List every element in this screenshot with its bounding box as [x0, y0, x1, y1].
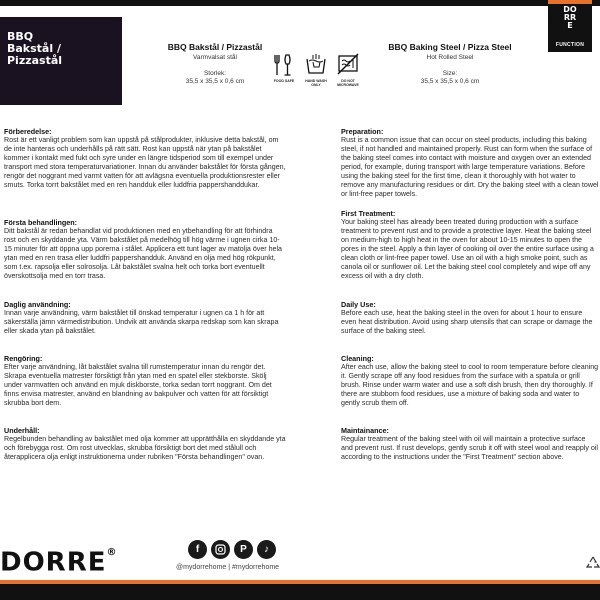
section-daily-use [4, 300, 286, 336]
product-name: BBQ Bakstål / Pizzastål [167, 42, 263, 52]
size-value: 35,5 x 35,5 x 0,6 cm [185, 78, 245, 85]
hand-wash-icon [302, 53, 330, 87]
section-heading: Maintainance: [341, 426, 389, 435]
bottom-accent-stripe [0, 580, 600, 584]
section-heading: Preparation: [341, 127, 384, 136]
icon-caption: FOOD SAFE [273, 79, 295, 83]
tiktok-icon[interactable]: ♪ [257, 540, 276, 559]
title-line: Pizzastål [7, 54, 63, 67]
section-maintenance [4, 426, 286, 462]
section-body: Innan varje användning, värm bakstålet till önskad temperatur i ugnen ca 1 h för att säkerställa jämn värmedistribution. Undvik att använda skarpa redskap som kan skrapa eller skada ytan på bakstålet. [4, 309, 279, 335]
brand-name: DORRE [0, 547, 107, 578]
section-heading: Daglig användning: [4, 300, 71, 309]
product-material: Varmvalsat stål [193, 54, 237, 61]
section-cleaning [341, 354, 599, 408]
section-heading: Förberedelse: [4, 127, 52, 136]
section-preparation [341, 127, 599, 199]
section-body: Before each use, heat the baking steel in the oven for about 1 hour to ensure even heat distribution. Avoid using sharp utensils that can scrape or damage the surface of the baking steel. [341, 309, 593, 335]
section-body: Ditt bakstål är redan behandlat vid produktionen med en ytbehandling för att förhindra rost och en skyddande yta. Värm bakstålet på medelhög till hög värme i ugnen cirka 10-15 minuter för att öppna upp porerna i stålet. Applicera ett tunt lager av matolja över hela ytan med en ren trasa eller luddfri pappershandduk. Använd en olja med hög rökpunkt, som t.ex. rapsolja eller solrosolja. Låt bakstålet svalna helt och torka bort eventuellt överskottsolja med en torr trasa. [4, 227, 283, 280]
recycle-icon [586, 556, 600, 570]
brand-logo-row: E [567, 21, 573, 30]
product-material: Hot Rolled Steel [426, 54, 474, 61]
title-line: Bakstål / [7, 42, 61, 55]
section-heading: Underhåll: [4, 426, 40, 435]
brand-logo-row: RR [563, 13, 577, 22]
trademark-symbol: ® [106, 547, 118, 558]
section-heading: Första behandlingen: [4, 218, 78, 227]
section-maintenance [341, 426, 599, 462]
pinterest-icon[interactable]: P [234, 540, 253, 559]
brand-stripe [548, 0, 592, 4]
size-label: Size: [442, 70, 458, 77]
product-info-english [365, 42, 535, 85]
size-label: Storlek: [203, 70, 227, 77]
food-safe-icon [270, 53, 298, 83]
top-bar [0, 0, 600, 6]
section-body: After each use, allow the baking steel to cool to room temperature before cleaning it. Gently scrape off any food residues from the surface with a spatula or grill brush. Rinse under warm water and use a soft dish brush, then dry thoroughly. If there are stubborn food residues, use a mixture of baking soda and water to gently scrub them off. [341, 363, 599, 407]
no-microwave-icon [334, 53, 362, 87]
section-heading: Daily Use: [341, 300, 376, 309]
section-body: Rust is a common issue that can occur on steel products, including this baking steel, if not handled and maintained properly. Rust can form when the surface of the baking steel comes into contact with moisture and oxygen over an extended period, for example, during transport with large temperature variations. Before using the baking steel for the first time, clean it thoroughly with hot water to remove any manufacturing residues or dirt. Dry the baking steel with a clean towel or lint-free paper towels. [341, 136, 599, 198]
icon-caption: HAND WASH ONLY [305, 79, 327, 87]
social-links [188, 540, 276, 560]
section-preparation [4, 127, 286, 190]
title-line: BBQ [7, 30, 34, 43]
brand-logo-row: DO [563, 5, 577, 14]
size-value: 35,5 x 35,5 x 0,6 cm [420, 78, 480, 85]
section-cleaning [4, 354, 286, 408]
section-body: Regular treatment of the baking steel with oil will maintain a protective surface and prevent rust. If rust develops, gently scrub it off with steel wool and reapply oil according to the instructions under the "First Treatment" section above. [341, 435, 598, 461]
function-label: FUNCTION [555, 42, 585, 48]
section-body: Rost är ett vanligt problem som kan uppstå på stålprodukter, inklusive detta bakstål, om de inte hanteras och underhålls på rätt sätt. Rost kan uppstå när ytan på bakstålet kommer i kontakt med fukt och syre under en längre tidsperiod som till exempel under transport med stora temperaturvariationer. Innan du använder bakstålet för första gången, rengör det noggrant med varmt vatten för att avlägsna eventuella produktionsrester eller smuts. Torka torrt bakstålet med en ren handduk eller luddfria pappershanddukar. [4, 136, 286, 189]
brand-logo [558, 6, 582, 30]
section-body: Your baking steel has already been treated during production with a surface treatment to prevent rust and to provide a protective layer. Heat the baking steel on medium-high to high heat in the oven for about 10-15 minutes to open the pores in the steel. Apply a thin layer of cooking oil over the entire surface using a clean cloth or lint-free paper towel. Use an oil with a high smoke point, such as canola oil or sunflower oil. Let the baking steel cool completely and wipe off any excess oil with a dry cloth. [341, 218, 594, 280]
section-first-treatment [4, 218, 286, 281]
section-first-treatment [341, 209, 599, 281]
brand-tag [548, 0, 592, 52]
instagram-icon[interactable] [211, 540, 230, 559]
section-daily-use [341, 300, 599, 336]
social-handles: @mydorrehome | #mydorrehome [176, 564, 280, 571]
footer-brand-logo [0, 545, 118, 577]
facebook-icon[interactable]: f [188, 540, 207, 559]
section-heading: Cleaning: [341, 354, 374, 363]
title-block [0, 17, 122, 105]
care-icons [270, 53, 362, 98]
product-name: BBQ Baking Steel / Pizza Steel [388, 42, 512, 52]
section-heading: First Treatment: [341, 209, 396, 218]
icon-caption: DO NOT MICROWAVE [337, 79, 359, 87]
bottom-bar [0, 580, 600, 600]
section-body: Efter varje användning, låt bakstålet svalna till rumstemperatur innan du rengör det. Skrapa eventuella matrester försiktigt från ytan med en spatel eller stekborste. Skölj under varmvatten och använd en mjuk diskborste, torka sedan torrt noggrant. Om det finns envisa matrester, använd en blandning av bakpulver och vatten för att försiktigt skrubba bort dem. [4, 363, 272, 407]
section-body: Regelbunden behandling av bakstålet med olja kommer att upprätthålla en skyddande yta och förebygga rost. Om rost utvecklas, skrubba försiktigt bort det med stålull och återapplicera olja enligt instruktionerna under rubriken "Första behandlingen" ovan. [4, 435, 286, 461]
section-heading: Rengöring: [4, 354, 43, 363]
